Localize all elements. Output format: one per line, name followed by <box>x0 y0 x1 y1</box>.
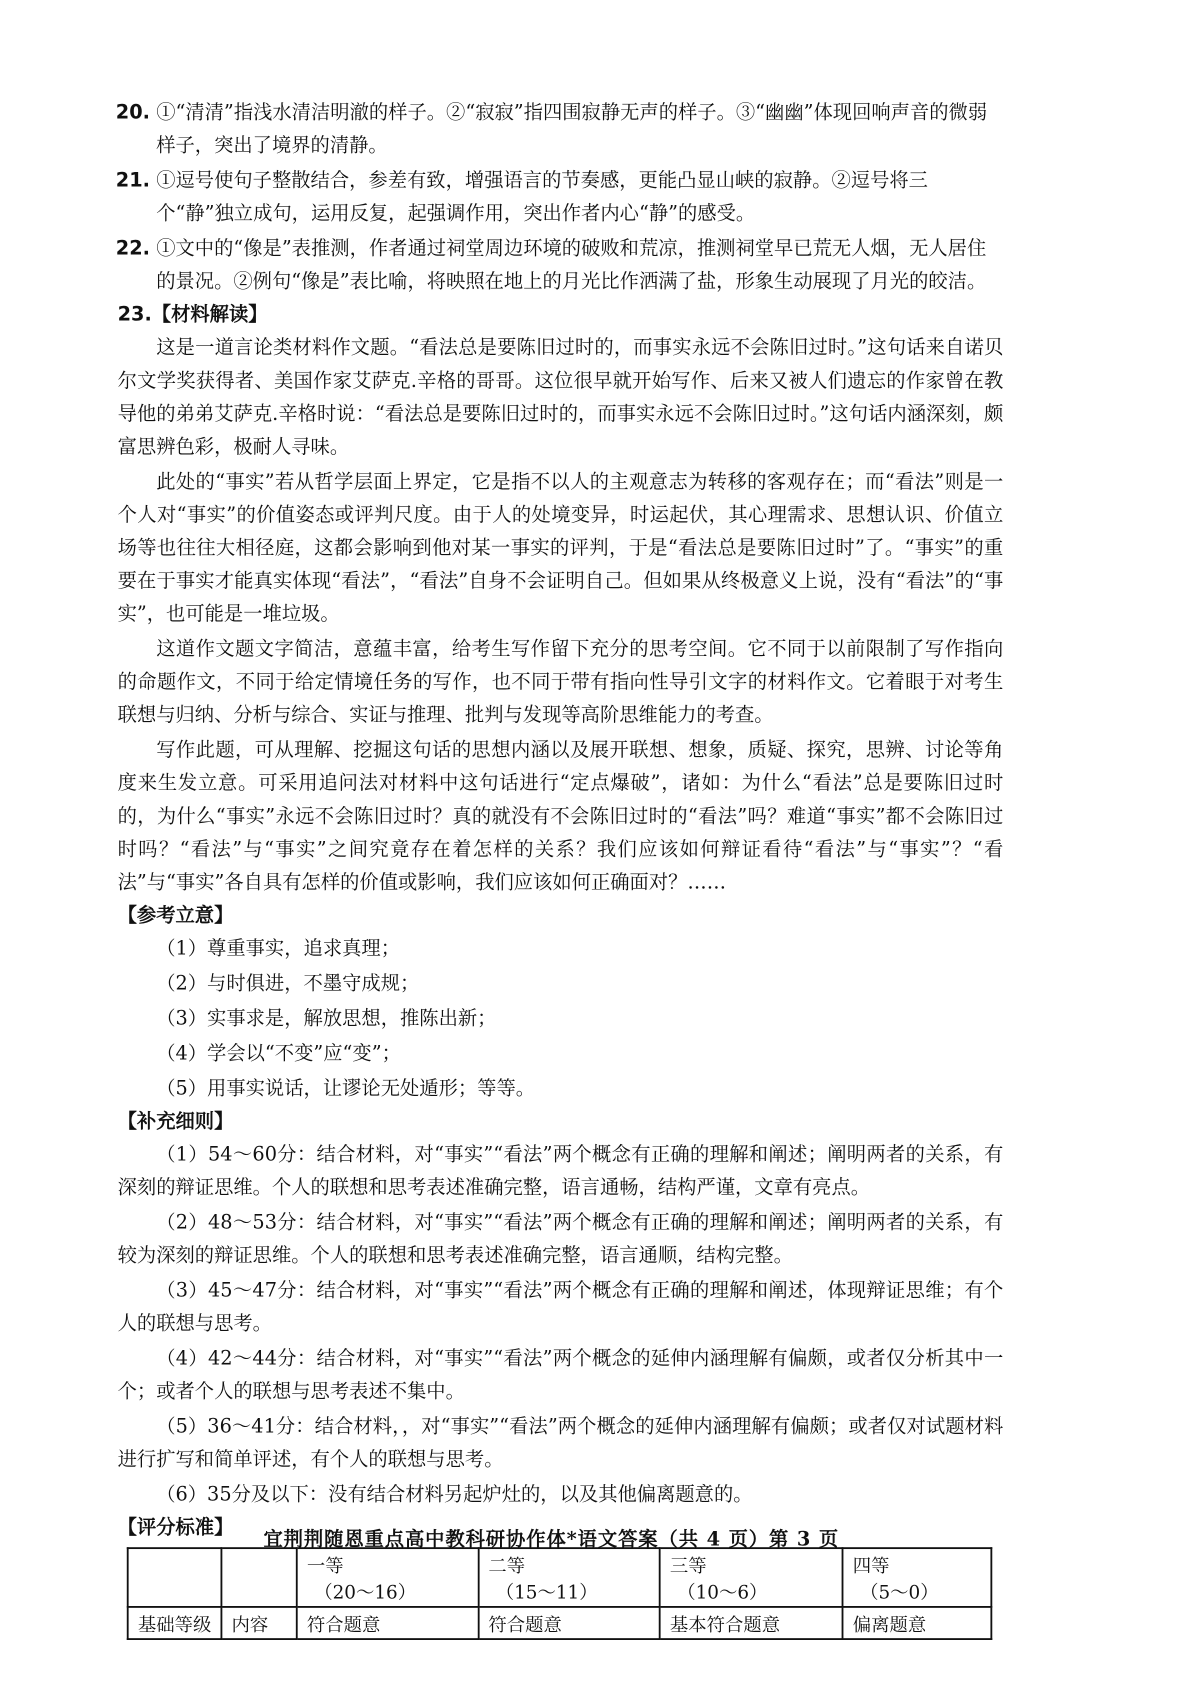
grading-table <box>127 1547 992 1640</box>
rule-item: （3）45～47分：结合材料，对“事实”“看法”两个概念有正确的理解和阐述，体现辩证思维；有个人的联想与思考。 <box>117 1278 1004 1335</box>
answer-text: ①逗号使句子整散结合，参差有致，增强语言的节奏感，更能凸显山峡的寂静。②逗号将三个“静”独立成句，运用反复，起强调作用，突出作者内心“静”的感受。 <box>156 169 928 225</box>
material-paragraph-4: 写作此题，可从理解、挖掘这句话的思想内涵以及展开联想、想象，质疑、探究，思辨、讨论等角度来生发立意。可采用追问法对材料中这句话进行“定点爆破”，诸如：为什么“看法”总是要陈旧过时的，为什么“事实”永远不会陈旧过时？真的就没有不会陈旧过时的“看法”吗？难道“事实”都不会陈旧过时吗？“看法”与“事实”之间究竟存在着怎样的关系？我们应该如何辩证看待“看法”与“事实”？“看法”与“事实”各自具有怎样的价值或影响，我们应该如何正确面对？…… <box>117 738 1004 894</box>
level-title: 一等 <box>306 1554 344 1577</box>
answer-text: ①文中的“像是”表推测，作者通过祠堂周边环境的破败和荒凉，推测祠堂早已荒无人烟，无人居住的景况。②例句“像是”表比喻，将映照在地上的月光比作洒满了盐，形象生动展现了月光的皎洁。 <box>156 237 987 293</box>
rule-item: （1）54～60分：结合材料，对“事实”“看法”两个概念有正确的理解和阐述；阐明两者的关系，有深刻的辩证思维。个人的联想和思考表述准确完整，语言通畅，结构严谨，文章有亮点。 <box>117 1142 1004 1199</box>
answer-text: ①“清清”指浅水清洁明澈的样子。②“寂寂”指四围寂静无声的样子。③“幽幽”体现回响声音的微弱样子，突出了境界的清静。 <box>156 101 988 157</box>
level-range: （15～11） <box>495 1581 598 1604</box>
table-cell: 符合题意 <box>297 1607 478 1639</box>
level-header-cell <box>843 1548 992 1607</box>
material-paragraph-1: 这是一道言论类材料作文题。“看法总是要陈旧过时的，而事实永远不会陈旧过时。”这句话来自诺贝尔文学奖获得者、美国作家艾萨克.辛格的哥哥。这位很早就开始写作、后来又被人们遗忘的作家曾在教导他的弟弟艾萨克.辛格时说：“看法总是要陈旧过时的，而事实永远不会陈旧过时。”这句话内涵深刻，颇富思辨色彩，极耐人寻味。 <box>117 336 1004 458</box>
scoring-heading: 【评分标准】 <box>117 1515 234 1539</box>
answer-number: 21. <box>115 169 150 192</box>
rule-item: （5）36～41分：结合材料，，对“事实”“看法”两个概念的延伸内涵理解有偏颇；或者仅对试题材料进行扩写和简单评述，有个人的联想与思考。 <box>117 1414 1004 1471</box>
page-footer: 宜荆荆随恩重点高中教科研协作体*语文答案（共 4 页）第 3 页 <box>263 1526 840 1550</box>
answer-number: 22. <box>115 237 150 260</box>
level-header-cell <box>478 1548 659 1607</box>
q23-heading: 23.【材料解读】 <box>117 303 268 326</box>
reference-item: （1）尊重事实，追求真理； <box>156 937 401 960</box>
level-range: （5～0） <box>860 1581 939 1604</box>
level-title: 四等 <box>852 1554 890 1577</box>
rule-item: （6）35分及以下：没有结合材料另起炉灶的，以及其他偏离题意的。 <box>156 1482 753 1505</box>
answer-20 <box>115 96 1000 162</box>
rule-item: （4）42～44分：结合材料，对“事实”“看法”两个概念的延伸内涵理解有偏颇，或者仅分析其中一个；或者个人的联想与思考表述不集中。 <box>117 1346 1004 1403</box>
table-corner-cell <box>221 1548 296 1607</box>
reference-item: （3）实事求是，解放思想，推陈出新； <box>156 1006 497 1030</box>
material-paragraph-2: 此处的“事实”若从哲学层面上界定，它是指不以人的主观意志为转移的客观存在；而“看法”则是一个人对“事实”的价值姿态或评判尺度。由于人的处境变异，时运起伏，其心理需求、思想认识、价值立场等也往往大相径庭，这都会影响到他对某一事实的评判，于是“看法总是要陈旧过时”了。“事实”的重要在于事实才能真实体现“看法”，“看法”自身不会证明自己。但如果从终极意义上说，没有“看法”的“事实”，也可能是一堆垃圾。 <box>117 470 1004 625</box>
reference-item: （2）与时俱进，不墨守成规； <box>156 972 420 995</box>
table-cell: 偏离题意 <box>843 1607 992 1639</box>
level-title: 三等 <box>669 1554 707 1577</box>
reference-item: （4）学会以“不变”应“变”； <box>156 1041 401 1064</box>
reference-item: （5）用事实说话，让谬论无处遁形；等等。 <box>156 1076 536 1099</box>
table-header-row <box>128 1548 992 1607</box>
subcategory-cell: 内容 <box>221 1607 296 1639</box>
category-cell: 基础等级 <box>128 1607 222 1639</box>
material-paragraph-3: 这道作文题文字简洁，意蕴丰富，给考生写作留下充分的思考空间。它不同于以前限制了写作指向的命题作文，不同于给定情境任务的写作，也不同于带有指向性导引文字的材料作文。它着眼于对考生联想与归纳、分析与综合、实证与推理、批判与发现等高阶思维能力的考查。 <box>117 637 1004 726</box>
rule-item: （2）48～53分：结合材料，对“事实”“看法”两个概念有正确的理解和阐述；阐明两者的关系，有较为深刻的辩证思维。个人的联想和思考表述准确完整，语言通顺，结构完整。 <box>117 1210 1004 1267</box>
answer-22 <box>115 232 1000 298</box>
table-cell: 基本符合题意 <box>660 1607 843 1639</box>
table-corner-cell <box>128 1548 222 1607</box>
level-title: 二等 <box>488 1554 526 1577</box>
level-range: （20～16） <box>314 1581 417 1604</box>
answer-21 <box>115 164 1000 230</box>
level-header-cell <box>660 1548 843 1607</box>
level-range: （10～6） <box>677 1581 768 1604</box>
table-cell: 符合题意 <box>478 1607 659 1639</box>
level-header-cell <box>297 1548 478 1607</box>
answer-number: 20. <box>115 101 150 124</box>
rules-heading: 【补充细则】 <box>117 1109 234 1132</box>
table-row <box>128 1607 992 1639</box>
reference-heading: 【参考立意】 <box>117 904 234 927</box>
